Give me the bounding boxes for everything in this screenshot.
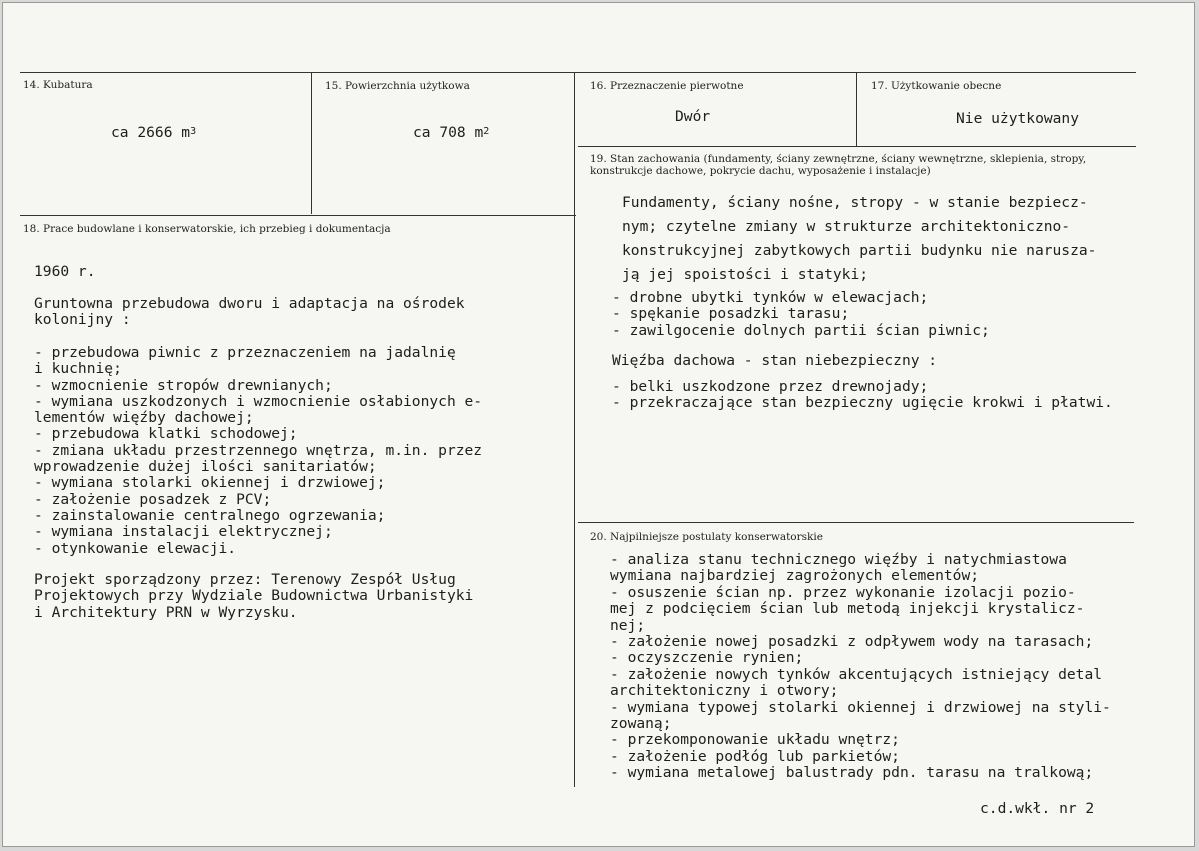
page-reference: c.d.wkł. nr 2 — [980, 800, 1095, 817]
prace-list-line: wprowadzenie dużej ilości sanitariatów; — [34, 458, 377, 476]
prace-list-line: - zmiana układu przestrzennego wnętrza, m.in. przez — [34, 441, 483, 459]
prace-list-line: - wzmocnienie stropów drewnianych; — [34, 376, 333, 394]
stan-list-line: - belki uszkodzone przez drewnojady; — [612, 378, 929, 395]
prace-list-line: - założenie posadzek z PCV; — [34, 490, 272, 508]
stan-paragraph-line: Fundamenty, ściany nośne, stropy - w stanie bezpiecz- — [622, 194, 1088, 211]
powierzchnia-number: ca 708 m — [413, 124, 484, 141]
stan-paragraph-line: konstrukcyjnej zabytkowych partii budynku nie narusza- — [622, 242, 1097, 259]
stan-list-line: - spękanie posadzki tarasu; — [612, 305, 850, 323]
col-divider-1 — [311, 73, 312, 214]
postulaty-line: - analiza stanu technicznego więźby i natychmiastowa — [610, 551, 1067, 568]
prace-list-line: - przebudowa piwnic z przeznaczeniem na jadalnię — [34, 344, 456, 361]
postulaty-label: 20. Najpilniejsze postulaty konserwatorskie — [590, 531, 823, 543]
row2-rule-left — [20, 215, 576, 216]
prace-label: 18. Prace budowlane i konserwatorskie, ich przebieg i dokumentacja — [23, 223, 391, 235]
postulaty-line: mej z podcięciem ścian lub metodą injekcji krystalicz- — [610, 600, 1085, 618]
postulaty-line: - wymiana typowej stolarki okiennej i drzwiowej na styli- — [610, 698, 1111, 716]
postulaty-list — [610, 552, 1111, 782]
powierzchnia-label: 15. Powierzchnia użytkowa — [325, 80, 470, 92]
stan-paragraph-line: nym; czytelne zmiany w strukturze architektoniczno- — [622, 218, 1071, 235]
prace-list-line: - zainstalowanie centralnego ogrzewania; — [34, 506, 386, 524]
stan-paragraph — [622, 191, 1096, 287]
postulaty-line: - założenie nowej posadzki z odpływem wody na tarasach; — [610, 633, 1094, 651]
prace-list-line: - wymiana uszkodzonych i wzmocnienie osłabionych e- — [34, 392, 483, 410]
col-divider-main — [574, 73, 575, 787]
prace-list-line: - otynkowanie elewacji. — [34, 539, 237, 557]
prace-list-line: i kuchnię; — [34, 360, 122, 378]
postulaty-line: - wymiana metalowej balustrady pdn. tarasu na tralkową; — [610, 764, 1094, 782]
prace-intro-line: kolonijny : — [34, 311, 131, 329]
postulaty-line: zowaną; — [610, 715, 672, 733]
prace-list-line: - przebudowa klatki schodowej; — [34, 425, 298, 443]
przeznaczenie-value: Dwór — [675, 108, 711, 125]
postulaty-line: wymiana najbardziej zagrożonych elementów; — [610, 567, 980, 585]
prace-list-line: - wymiana instalacji elektrycznej; — [34, 523, 333, 541]
kubatura-value — [111, 124, 196, 141]
prace-year: 1960 r. — [34, 263, 96, 280]
prace-footer — [34, 572, 473, 621]
postulaty-line: - założenie nowych tynków akcentujących istniejący detal — [610, 665, 1103, 683]
stan-list-1 — [612, 290, 990, 339]
postulaty-line: architektoniczny i otwory; — [610, 682, 839, 700]
stan-list-line: - drobne ubytki tynków w elewacjach; — [612, 289, 929, 306]
prace-footer-line: Projektowych przy Wydziale Budownictwa Urbanistyki — [34, 587, 474, 605]
powierzchnia-value — [413, 124, 489, 141]
uzytkowanie-value: Nie użytkowany — [956, 110, 1080, 127]
stan-list-line: - przekraczające stan bezpieczny ugięcie krokwi i płatwi. — [612, 394, 1113, 412]
postulaty-line: - przekomponowanie układu wnętrz; — [610, 731, 900, 749]
uzytkowanie-label: 17. Użytkowanie obecne — [871, 80, 1002, 92]
stan-list-2 — [612, 379, 1113, 412]
postulaty-line: nej; — [610, 616, 646, 634]
prace-footer-line: Projekt sporządzony przez: Terenowy Zespół Usług — [34, 571, 456, 588]
row1-rule-right — [578, 146, 1136, 147]
kubatura-label: 14. Kubatura — [23, 79, 93, 91]
stan-list-line: - zawilgocenie dolnych partii ścian piwnic; — [612, 321, 990, 339]
postulaty-line: - osuszenie ścian np. przez wykonanie izolacji pozio- — [610, 583, 1076, 601]
top-rule — [20, 72, 1136, 73]
stan-paragraph-line: ją jej spoistości i statyki; — [622, 266, 869, 283]
przeznaczenie-label: 16. Przeznaczenie pierwotne — [590, 80, 744, 92]
powierzchnia-unit-sup: 2 — [483, 126, 490, 137]
kubatura-number: ca 2666 m — [111, 124, 191, 141]
kubatura-unit-sup: 3 — [190, 126, 197, 137]
prace-intro-line: Gruntowna przebudowa dworu i adaptacja na ośrodek — [34, 295, 465, 312]
prace-list-line: lementów więźby dachowej; — [34, 409, 254, 427]
stan-heading-2: Więźba dachowa - stan niebezpieczny : — [612, 352, 938, 369]
stan-label: 19. Stan zachowania (fundamenty, ściany zewnętrzne, ściany wewnętrzne, sklepienia, stropy, konstrukcje dachowe, pokrycie dachu, wyposażenie i instalacje) — [590, 153, 1087, 177]
prace-list-line: - wymiana stolarki okiennej i drzwiowej; — [34, 474, 386, 492]
prace-footer-line: i Architektury PRN w Wyrzysku. — [34, 603, 298, 621]
col-divider-3 — [856, 73, 857, 146]
row2-rule-right — [578, 522, 1134, 523]
postulaty-line: - oczyszczenie rynien; — [610, 649, 804, 667]
prace-list — [34, 345, 482, 557]
postulaty-line: - założenie podłóg lub parkietów; — [610, 747, 900, 765]
prace-intro — [34, 296, 465, 329]
